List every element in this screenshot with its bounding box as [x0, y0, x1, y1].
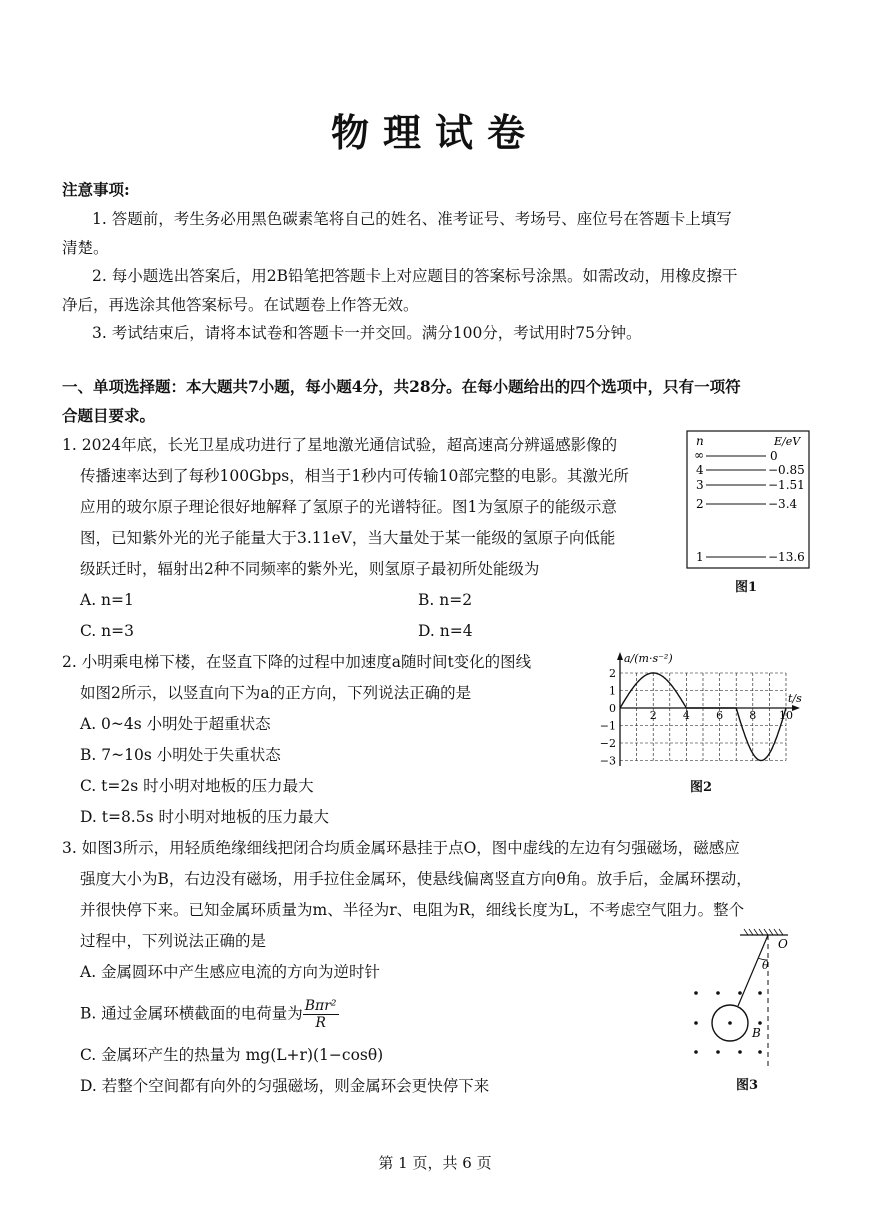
q3-option-b-text: B. 通过金属环横截面的电荷量为 — [80, 1004, 303, 1023]
q3-option-a[interactable]: A. 金属圆环中产生感应电流的方向为逆时针 — [80, 963, 381, 981]
q1-option-d[interactable]: D. n=4 — [418, 622, 473, 640]
fig3-label-b: B — [752, 1026, 761, 1040]
fig2-xtick-label: 2 — [649, 709, 657, 722]
fig2-xtick-label: 4 — [682, 709, 690, 722]
notice-item-2: 2. 每小题选出答案后，用2B铅笔把答题卡上对应题目的答案标号涂黑。如需改动，用橡皮擦干 — [92, 267, 738, 285]
fig2-y-arrow — [617, 652, 623, 660]
fig2-xtick-label: 8 — [749, 709, 757, 722]
fig2-x-arrow — [792, 705, 800, 711]
fig1-level-n: ∞ — [694, 448, 704, 462]
figure3-caption: 图3 — [736, 1078, 759, 1093]
figure2-acceleration-graph — [598, 648, 820, 776]
fig1-level-n: 3 — [696, 478, 704, 492]
fig2-xlabel: t/s — [788, 692, 802, 705]
fig1-level-e: 0 — [770, 449, 778, 463]
fig3-field-dots — [694, 991, 762, 1054]
fig2-ytick-label: 0 — [609, 702, 616, 715]
fig1-level-n: 2 — [696, 497, 704, 511]
fig1-level-e: −1.51 — [768, 478, 805, 492]
q3-stem-line: 3. 如图3所示，用轻质绝缘细线把闭合均质金属环悬挂于点O，图中虚线的左边有匀强磁场，磁感应 — [62, 839, 740, 857]
fig1-level-2 — [696, 497, 798, 511]
q2-option-a[interactable]: A. 0~4s 小明处于超重状态 — [80, 715, 271, 733]
page-footer: 第 1 页，共 6 页 — [378, 1154, 492, 1172]
fig2-grid — [620, 673, 786, 761]
fig1-level-e: −0.85 — [768, 463, 805, 477]
q1-option-a[interactable]: A. n=1 — [80, 591, 134, 609]
q2-option-c[interactable]: C. t=2s 时小明对地板的压力最大 — [80, 777, 314, 795]
q3-option-b-fraction: $\frac{\text{Bπr²}}{R}$ — [304, 998, 337, 1031]
notice-heading: 注意事项: — [62, 180, 130, 199]
page-title: 物理试卷 — [330, 110, 539, 155]
fig2-ytick-label: 2 — [609, 667, 616, 680]
fig1-level-3 — [696, 478, 805, 492]
fig1-level-n: 4 — [696, 463, 704, 477]
fig2-xtick-label: 6 — [716, 709, 724, 722]
fig1-level-e: −3.4 — [768, 497, 798, 511]
fig3-label-o: O — [778, 937, 788, 951]
figure1-energy-levels — [686, 430, 810, 570]
q3-stem-line: 强度大小为B，右边没有磁场，用手拉住金属环，使悬线偏离竖直方向θ角。放手后，金属环摆动， — [80, 870, 752, 888]
q3-option-d[interactable]: D. 若整个空间都有向外的匀强磁场，则金属环会更快停下来 — [80, 1077, 490, 1095]
q1-stem-line: 1. 2024年底，长光卫星成功进行了星地激光通信试验，超高速高分辨遥感影像的 — [62, 436, 618, 454]
fig1-level-4 — [696, 463, 805, 477]
fig2-ytick-label: −2 — [599, 737, 616, 750]
fig3-label-theta: θ — [762, 959, 769, 972]
q1-stem-line: 图，已知紫外光的光子能量大于3.11eV，当大量处于某一能级的氢原子向低能 — [80, 529, 616, 547]
fig1-header-n: n — [696, 434, 704, 448]
notice-item-1: 1. 答题前，考生务必用黑色碳素笔将自己的姓名、准考证号、考场号、座位号在答题卡上填写 — [92, 210, 732, 228]
q3-stem-line: 过程中，下列说法正确的是 — [80, 932, 267, 950]
fig2-ylabel: a/(m·s⁻²) — [624, 652, 673, 665]
figure3-pendulum-ring — [682, 926, 802, 1076]
fig2-xtick-label: 10 — [779, 709, 793, 722]
fig1-header-e: E/eV — [774, 435, 801, 448]
q2-stem-line: 如图2所示，以竖直向下为a的正方向，下列说法正确的是 — [80, 684, 472, 702]
q2-option-b[interactable]: B. 7~10s 小明处于失重状态 — [80, 746, 281, 764]
q2-stem-line: 2. 小明乘电梯下楼，在竖直下降的过程中加速度a随时间t变化的图线 — [62, 653, 532, 671]
fig2-ytick-label: −3 — [599, 754, 616, 768]
fig2-curve — [620, 673, 786, 761]
q1-option-b[interactable]: B. n=2 — [418, 591, 473, 609]
q1-stem-line: 级跃迁时，辐射出2种不同频率的紫外光，则氢原子最初所处能级为 — [80, 560, 540, 578]
q3-stem-line: 并很快停下来。已知金属环质量为m、半径为r、电阻为R，细线长度为L，不考虑空气阻力。整个 — [80, 901, 745, 919]
q2-option-d[interactable]: D. t=8.5s 时小明对地板的压力最大 — [80, 808, 329, 826]
notice-item-2-cont: 净后，再选涂其他答案标号。在试题卷上作答无效。 — [62, 296, 419, 314]
fig1-level-1 — [696, 550, 805, 564]
fig2-ytick-label: −1 — [599, 719, 616, 733]
q1-stem-line: 应用的玻尔原子理论很好地解释了氢原子的光谱特征。图1为氢原子的能级示意 — [80, 498, 617, 516]
q3-option-c[interactable]: C. 金属环产生的热量为 mg(L+r)(1−cosθ) — [80, 1046, 384, 1064]
section1-heading: 一、单项选择题：本大题共7小题，每小题4分，共28分。在每小题给出的四个选项中，只有一项符 — [62, 377, 741, 396]
figure1-caption: 图1 — [735, 580, 758, 595]
figure2-caption: 图2 — [690, 780, 713, 795]
q3-option-b[interactable] — [80, 998, 339, 1031]
q1-stem-line: 传播速率达到了每秒100Gbps，相当于1秒内可传输10部完整的电影。其激光所 — [80, 467, 629, 485]
q1-option-c[interactable]: C. n=3 — [80, 622, 134, 640]
section1-heading-cont: 合题目要求。 — [62, 406, 156, 425]
fig1-level-e: −13.6 — [768, 550, 805, 564]
fig1-level-inf — [694, 448, 778, 463]
fig2-ytick-label: 1 — [609, 684, 616, 698]
notice-item-1-cont: 清楚。 — [62, 239, 109, 257]
notice-item-3: 3. 考试结束后，请将本试卷和答题卡一并交回。满分100分，考试用时75分钟。 — [92, 324, 642, 342]
fig1-level-n: 1 — [696, 550, 704, 564]
